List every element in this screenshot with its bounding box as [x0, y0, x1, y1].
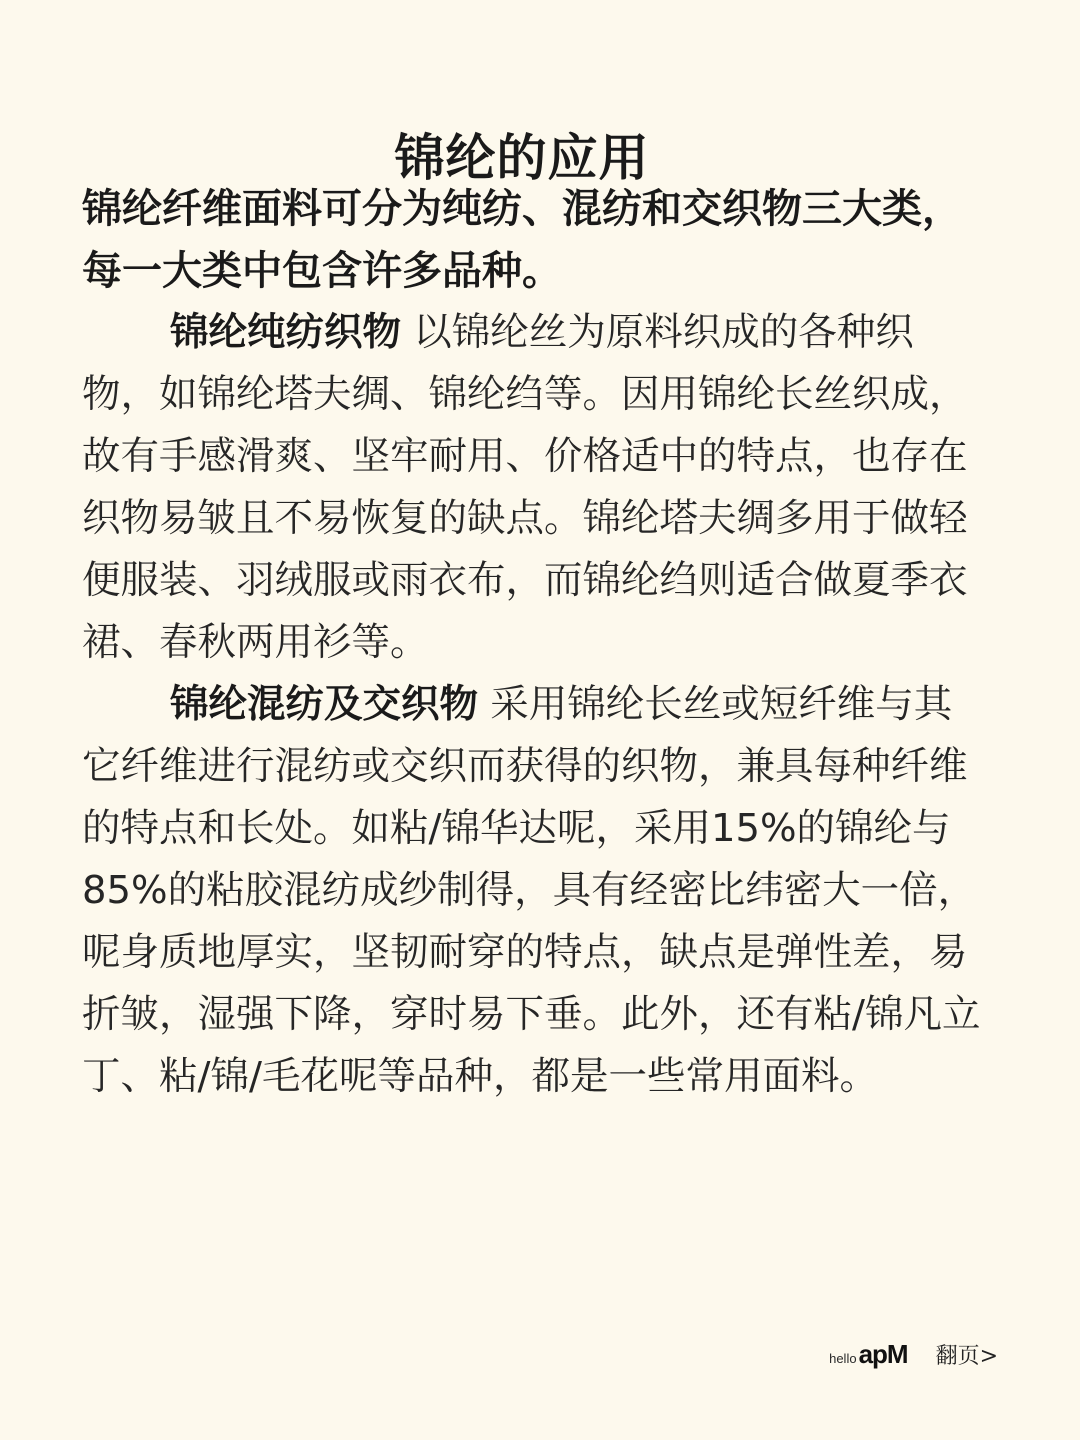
section-text: 采用锦纶长丝或短纤维与其它纤维进行混纺或交织而获得的织物，兼具每种纤维的特点和长处。如粘/锦华达呢，采用15%的锦纶与85%的粘胶混纺成纱制得，具有经密比纬密大一倍，呢身质地厚实，坚韧耐穿的特点，缺点是弹性差，易折皱，湿强下降，穿时易下垂。此外，还有粘/锦凡立丁、粘/锦/毛花呢等品种，都是一些常用面料。 [82, 682, 981, 1099]
next-page-link[interactable]: 翻页> [935, 1343, 998, 1369]
lead-paragraph: 锦纶纤维面料可分为纯纺、混纺和交织物三大类，每一大类中包含许多品种。 [82, 186, 962, 294]
footer [829, 1336, 998, 1372]
page-title: 锦纶的应用 [394, 128, 650, 187]
section-term: 锦纶纯纺织物 [170, 310, 402, 355]
section-blended-fabric [82, 674, 982, 1108]
article-body [82, 178, 982, 1108]
logo-hello-text: hello [829, 1350, 857, 1366]
section-pure-fabric [82, 302, 982, 674]
section-term: 锦纶混纺及交织物 [170, 682, 479, 727]
section-text: 以锦纶丝为原料织成的各种织物，如锦纶塔夫绸、锦纶绉等。因用锦纶长丝织成，故有手感滑爽、坚牢耐用、价格适中的特点，也存在织物易皱且不易恢复的缺点。锦纶塔夫绸多用于做轻便服装、羽绒服或雨衣布，而锦纶绉则适合做夏季衣裙、春秋两用衫等。 [82, 310, 968, 665]
logo-mark-text: apM [858, 1338, 908, 1369]
brand-logo [829, 1339, 907, 1370]
